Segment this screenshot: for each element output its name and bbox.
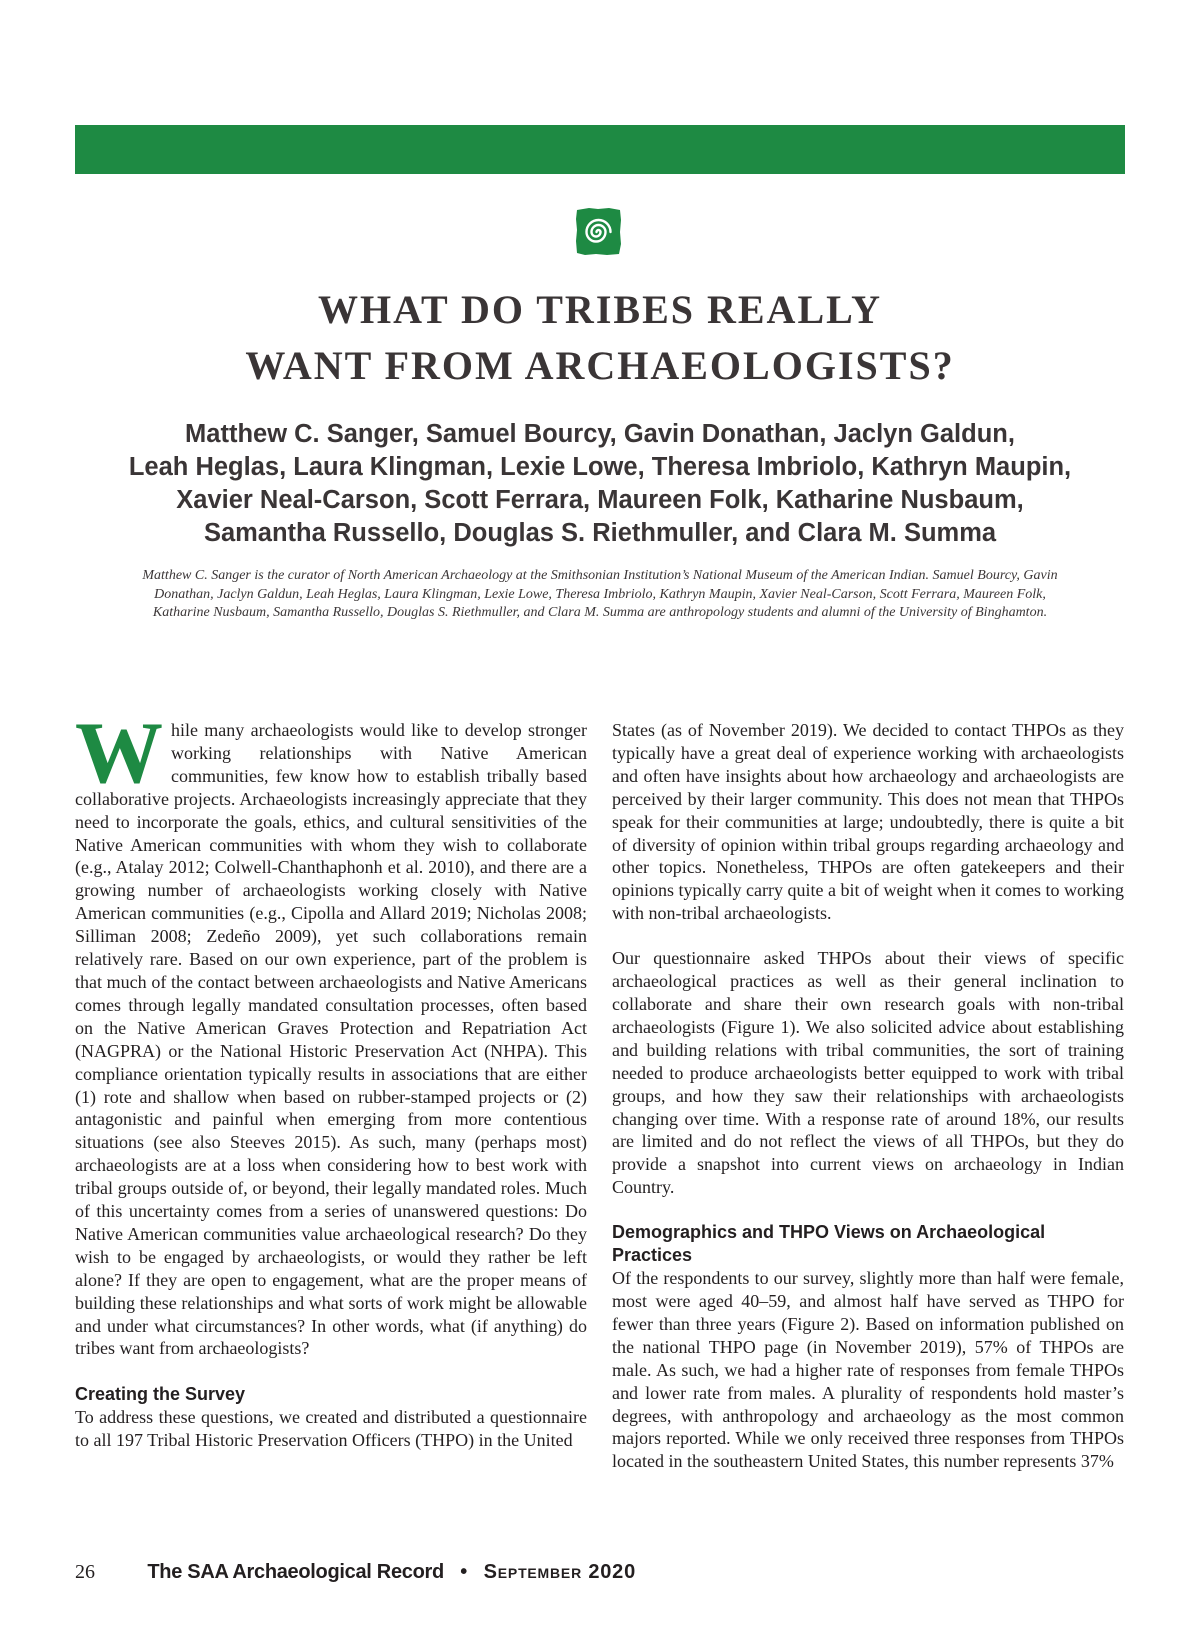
- page-number: 26: [75, 1561, 95, 1583]
- intro-text: hile many archaeologists would like to develop stronger working relationships with Native American communities, few know how to establish tribally based collaborative projects. Archaeologists increasingly appreciate that they need to incorporate the goals, ethics, and cultural sensitivities of the Native American communities with whom they wish to collaborate (e.g., Atalay 2012; Colwell-Chanthaphonh et al. 2010), and there are a growing number of archaeologists working closely with Native American communities (e.g., Cipolla and Allard 2019; Nicholas 2008; Silliman 2008; Zedeño 2009), yet such collaborations remain relatively rare. Based on our own experience, part of the problem is that much of the contact between archaeologists and Native Americans comes through legally mandated consultation processes, often based on the Native American Graves Protection and Repatriation Act (NAGPRA) or the National Historic Preservation Act (NHPA). This compliance orientation typically results in associations that are either (1) rote and shallow when based on rubber-stamped projects or (2) antagonistic and painful when emerging from more contentious situations (see also Steeves 2015). As such, many (perhaps most) archaeologists are at a loss when considering how to best work with tribal groups outside of, or beyond, their legally mandated roles. Much of this uncertainty comes from a series of unanswered questions: Do Native American communities value archaeological research? Do they wish to be engaged by archaeologists, or would they rather be left alone? If they are open to engagement, what are the proper means of building these relationships and what sorts of work might be allowable and under what circumstances? In other words, what (if anything) do tribes want from archaeologists?: [75, 720, 587, 1359]
- affiliation-line: Donathan, Jaclyn Galdun, Leah Heglas, Laura Klingman, Lexie Lowe, Theresa Imbriolo, Kathryn Maupin, Xavier Neal-Carson, Scott Ferrara, Maureen Folk,: [154, 586, 1046, 602]
- drop-cap: W: [75, 705, 163, 802]
- intro-paragraph: [75, 705, 587, 1360]
- section1-paragraph-1-continued: States (as of November 2019). We decided to contact THPOs as they typically have a great deal of experience working with archaeologists and often have insights about how archaeology and archaeologists are perceived by their larger community. This does not mean that THPOs speak for their communities at large; undoubtedly, there is quite a bit of diversity of opinion within tribal groups regarding archaeology and other topics. Nonetheless, THPOs are often gatekeepers and their opinions typically carry quite a bit of weight when it comes to working with non-tribal archaeologists.: [612, 720, 1124, 924]
- author-affiliations: [72, 567, 1128, 623]
- section-heading-creating-survey: Creating the Survey: [75, 1384, 246, 1405]
- footer-bullet: •: [460, 1561, 468, 1583]
- article-title: [0, 282, 1200, 394]
- author-line: Samantha Russello, Douglas S. Riethmuller, and Clara M. Summa: [203, 519, 997, 547]
- author-list: [60, 418, 1140, 550]
- body-column-left: [75, 705, 587, 1474]
- section1-paragraph-1: To address these questions, we created and distributed a questionnaire to all 197 Tribal Historic Preservation Officers (THPO) in the United: [75, 1407, 587, 1451]
- author-line: Xavier Neal-Carson, Scott Ferrara, Maureen Folk, Katharine Nusbaum,: [176, 486, 1024, 514]
- title-line: WANT FROM ARCHAEOLOGISTS?: [245, 343, 955, 388]
- header-color-band: [75, 125, 1125, 174]
- journal-name: The SAA Archaeological Record: [147, 1561, 444, 1583]
- title-line: WHAT DO TRIBES REALLY: [317, 287, 883, 332]
- affiliation-line: Matthew C. Sanger is the curator of North American Archaeology at the Smithsonian Institution’s National Museum of the American Indian. Samuel Bourcy, Gavin: [142, 568, 1058, 583]
- section2-paragraph-1: Of the respondents to our survey, slightly more than half were female, most were aged 40–59, and almost half have served as THPO for fewer than three years (Figure 2). Based on information published on the national THPO page (in November 2019), 57% of THPOs are male. As such, we had a higher rate of responses from female THPOs and lower rate from males. A plurality of respondents hold master’s degrees, with anthropology and archaeology as the most common majors reported. While we only received three responses from THPOs located in the southeastern United States, this number represents 37%: [612, 1268, 1124, 1472]
- affiliation-line: Katharine Nusbaum, Samantha Russello, Douglas S. Riethmuller, and Clara M. Summa are anthropology students and alumni of the University of Binghamton.: [152, 605, 1048, 620]
- body-column-right: [612, 719, 1124, 1495]
- author-line: Leah Heglas, Laura Klingman, Lexie Lowe, Theresa Imbriolo, Kathryn Maupin,: [128, 453, 1072, 481]
- author-line: Matthew C. Sanger, Samuel Bourcy, Gavin Donathan, Jaclyn Galdun,: [185, 420, 1015, 448]
- section-heading-demographics: Demographics and THPO Views on Archaeological Practices: [612, 1222, 1046, 1266]
- issue-date: September 2020: [483, 1561, 637, 1583]
- section1-paragraph-2: Our questionnaire asked THPOs about their views of specific archaeological practices as well as their general inclination to collaborate and share their own research goals with non-tribal archaeologists (Figure 1). We also solicited advice about establishing and building relations with tribal communities, the sort of training needed to produce archaeologists better equipped to work with tribal groups, and how they saw their relationships with archaeologists changing over time. With a response rate of around 18%, our results are limited and do not reflect the views of all THPOs, but they do provide a snapshot into current views on archaeology in Indian Country.: [612, 948, 1124, 1198]
- page-footer: [75, 1556, 636, 1586]
- spiral-logo-icon: [574, 206, 623, 257]
